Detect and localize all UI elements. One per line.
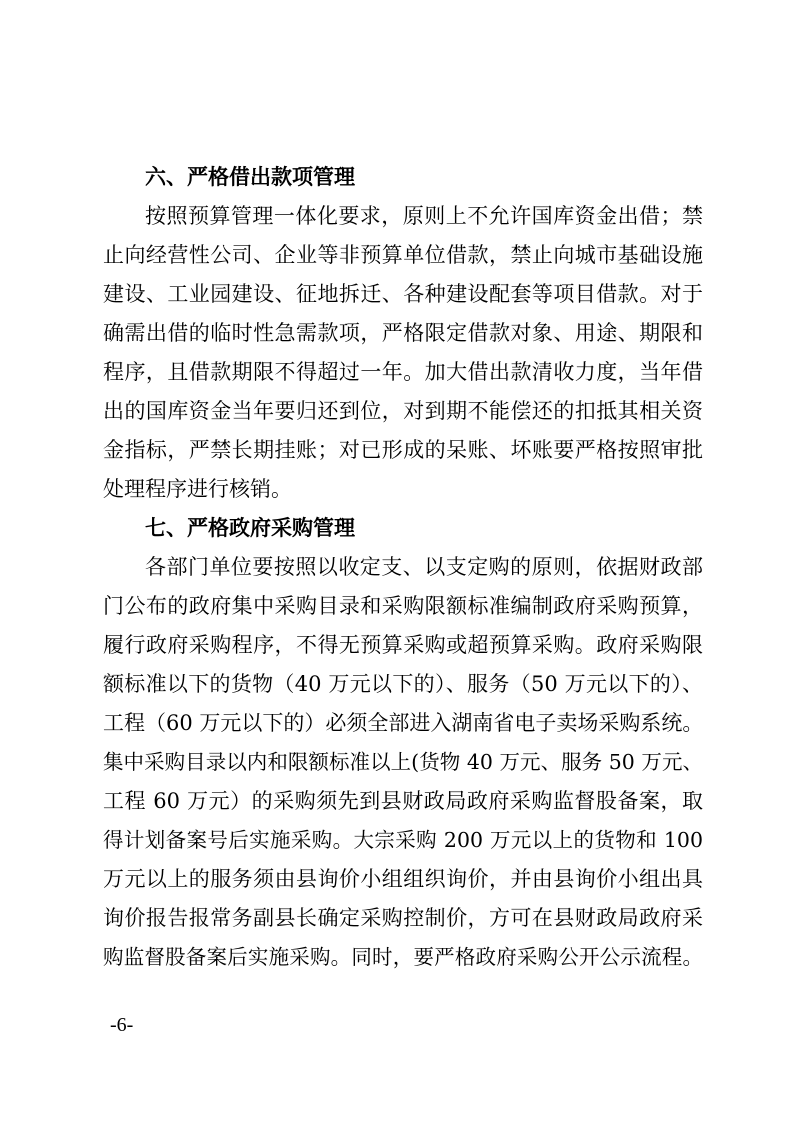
section-7-line-3: 履行政府采购程序，不得无预算采购或超预算采购。政府采购限 [103,633,703,657]
section-6-heading: 六、严格借出款项管理 [145,165,355,189]
page-number: -6- [110,1014,134,1036]
section-7-line-10: 询价报告报常务副县长确定采购控制价，方可在县财政局政府采 [103,906,703,930]
section-7-line-7: 工程 60 万元）的采购须先到县财政局政府采购监督股备案，取 [103,789,703,813]
section-6-line-7: 金指标，严禁长期挂账；对已形成的呆账、坏账要严格按照审批 [103,438,703,462]
section-7-line-5: 工程（60 万元以下的）必须全部进入湖南省电子卖场采购系统。 [103,711,704,735]
section-7-line-1: 各部门单位要按照以收定支、以支定购的原则，依据财政部 [145,555,703,579]
section-6-line-4: 确需出借的临时性急需款项，严格限定借款对象、用途、期限和 [103,321,703,345]
section-7-line-8: 得计划备案号后实施采购。大宗采购 200 万元以上的货物和 100 [103,828,703,852]
section-6-line-5: 程序，且借款期限不得超过一年。加大借出款清收力度，当年借 [103,360,703,384]
section-6-line-2: 止向经营性公司、企业等非预算单位借款，禁止向城市基础设施 [103,243,703,267]
section-7-line-9: 万元以上的服务须由县询价小组组织询价，并由县询价小组出具 [103,867,703,891]
section-6-line-3: 建设、工业园建设、征地拆迁、各种建设配套等项目借款。对于 [103,282,703,306]
section-6-line-1: 按照预算管理一体化要求，原则上不允许国库资金出借；禁 [145,204,703,228]
section-7-line-11: 购监督股备案后实施采购。同时，要严格政府采购公开公示流程。 [103,945,703,969]
section-7-heading: 七、严格政府采购管理 [145,516,355,540]
section-6-line-6: 出的国库资金当年要归还到位，对到期不能偿还的扣抵其相关资 [103,399,703,423]
section-6-line-8: 处理程序进行核销。 [103,477,292,501]
section-7-line-2: 门公布的政府集中采购目录和采购限额标准编制政府采购预算， [103,594,703,618]
section-7-line-6: 集中采购目录以内和限额标准以上(货物 40 万元、服务 50 万元、 [103,750,703,774]
section-7-line-4: 额标准以下的货物（40 万元以下的）、服务（50 万元以下的）、 [103,672,703,696]
